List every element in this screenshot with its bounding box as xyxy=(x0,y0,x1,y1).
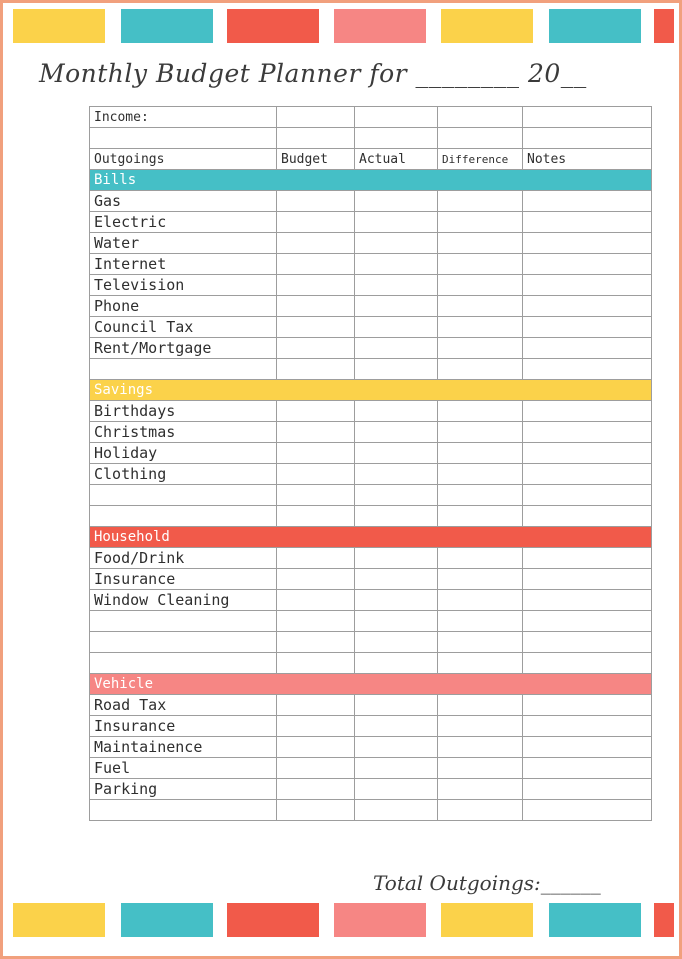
income-cell[interactable] xyxy=(523,107,652,128)
difference-cell[interactable] xyxy=(438,338,523,359)
header-budget: Budget xyxy=(277,149,355,170)
notes-cell[interactable] xyxy=(523,296,652,317)
budget-cell[interactable] xyxy=(277,464,355,485)
actual-cell[interactable] xyxy=(355,737,438,758)
stripe-block-pink xyxy=(334,9,426,43)
difference-cell[interactable] xyxy=(438,317,523,338)
difference-cell[interactable] xyxy=(438,191,523,212)
item-label: Water xyxy=(90,233,277,254)
income-cell[interactable] xyxy=(355,107,438,128)
table-row xyxy=(90,758,652,779)
table-row xyxy=(90,191,652,212)
table-cell[interactable] xyxy=(277,611,355,632)
actual-cell[interactable] xyxy=(355,758,438,779)
table-cell[interactable] xyxy=(438,653,523,674)
difference-cell[interactable] xyxy=(438,716,523,737)
table-cell[interactable] xyxy=(277,128,355,149)
table-cell[interactable] xyxy=(277,632,355,653)
item-label: Fuel xyxy=(90,758,277,779)
item-label: Road Tax xyxy=(90,695,277,716)
table-row xyxy=(90,569,652,590)
budget-cell[interactable] xyxy=(277,569,355,590)
stripe-block-teal xyxy=(121,903,213,937)
table-row xyxy=(90,737,652,758)
table-cell[interactable] xyxy=(355,611,438,632)
item-label: Clothing xyxy=(90,464,277,485)
header-difference: Difference xyxy=(438,149,523,170)
stripe-block-red xyxy=(227,9,319,43)
stripe-block-yellow xyxy=(13,9,105,43)
notes-cell[interactable] xyxy=(523,695,652,716)
table-cell[interactable] xyxy=(90,611,277,632)
budget-cell[interactable] xyxy=(277,296,355,317)
actual-cell[interactable] xyxy=(355,296,438,317)
actual-cell[interactable] xyxy=(355,422,438,443)
difference-cell[interactable] xyxy=(438,779,523,800)
column-header-row xyxy=(90,149,652,170)
actual-cell[interactable] xyxy=(355,443,438,464)
notes-cell[interactable] xyxy=(523,569,652,590)
budget-cell[interactable] xyxy=(277,275,355,296)
income-row xyxy=(90,107,652,128)
budget-cell[interactable] xyxy=(277,254,355,275)
savings-rows xyxy=(90,401,652,485)
table-cell[interactable] xyxy=(277,359,355,380)
blank-row xyxy=(90,611,652,632)
item-label: Maintainence xyxy=(90,737,277,758)
section-header-savings xyxy=(90,380,652,401)
budget-cell[interactable] xyxy=(277,338,355,359)
notes-cell[interactable] xyxy=(523,338,652,359)
budget-cell[interactable] xyxy=(277,548,355,569)
table-cell[interactable] xyxy=(438,800,523,821)
notes-cell[interactable] xyxy=(523,275,652,296)
table-cell[interactable] xyxy=(523,800,652,821)
item-label: Insurance xyxy=(90,716,277,737)
item-label: Council Tax xyxy=(90,317,277,338)
item-label: Rent/Mortgage xyxy=(90,338,277,359)
item-label: Window Cleaning xyxy=(90,590,277,611)
actual-cell[interactable] xyxy=(355,779,438,800)
actual-cell[interactable] xyxy=(355,338,438,359)
table-row xyxy=(90,443,652,464)
actual-cell[interactable] xyxy=(355,233,438,254)
difference-cell[interactable] xyxy=(438,401,523,422)
table-cell[interactable] xyxy=(90,800,277,821)
table-cell[interactable] xyxy=(355,653,438,674)
budget-cell[interactable] xyxy=(277,233,355,254)
table-cell[interactable] xyxy=(523,653,652,674)
difference-cell[interactable] xyxy=(438,737,523,758)
item-label: Phone xyxy=(90,296,277,317)
table-cell[interactable] xyxy=(90,506,277,527)
actual-cell[interactable] xyxy=(355,317,438,338)
table-cell[interactable] xyxy=(355,800,438,821)
table-row xyxy=(90,590,652,611)
difference-cell[interactable] xyxy=(438,443,523,464)
header-actual: Actual xyxy=(355,149,438,170)
table-cell[interactable] xyxy=(523,611,652,632)
item-label: Internet xyxy=(90,254,277,275)
budget-table xyxy=(89,106,652,821)
budget-cell[interactable] xyxy=(277,443,355,464)
notes-cell[interactable] xyxy=(523,548,652,569)
stripe-block-red xyxy=(227,903,319,937)
difference-cell[interactable] xyxy=(438,695,523,716)
budget-cell[interactable] xyxy=(277,779,355,800)
actual-cell[interactable] xyxy=(355,695,438,716)
table-row xyxy=(90,779,652,800)
table-row xyxy=(90,296,652,317)
notes-cell[interactable] xyxy=(523,464,652,485)
difference-cell[interactable] xyxy=(438,422,523,443)
table-row xyxy=(90,338,652,359)
difference-cell[interactable] xyxy=(438,296,523,317)
notes-cell[interactable] xyxy=(523,422,652,443)
difference-cell[interactable] xyxy=(438,590,523,611)
vehicle-rows xyxy=(90,695,652,800)
blank-row xyxy=(90,506,652,527)
section-header-bills xyxy=(90,170,652,191)
table-cell[interactable] xyxy=(90,485,277,506)
table-cell[interactable] xyxy=(90,632,277,653)
table-cell[interactable] xyxy=(355,632,438,653)
blank-row xyxy=(90,359,652,380)
notes-cell[interactable] xyxy=(523,233,652,254)
stripe-block-teal xyxy=(549,9,641,43)
table-cell[interactable] xyxy=(90,128,277,149)
difference-cell[interactable] xyxy=(438,758,523,779)
table-cell[interactable] xyxy=(438,485,523,506)
stripe-block-red xyxy=(654,903,674,937)
income-cell[interactable] xyxy=(438,107,523,128)
table-cell[interactable] xyxy=(355,506,438,527)
table-cell[interactable] xyxy=(277,485,355,506)
section-header-vehicle xyxy=(90,674,652,695)
notes-cell[interactable] xyxy=(523,212,652,233)
budget-cell[interactable] xyxy=(277,716,355,737)
table-cell[interactable] xyxy=(523,485,652,506)
stripe-block-teal xyxy=(549,903,641,937)
blank-row xyxy=(90,485,652,506)
section-label-household: Household xyxy=(90,527,652,548)
item-label: Electric xyxy=(90,212,277,233)
notes-cell[interactable] xyxy=(523,254,652,275)
table-cell[interactable] xyxy=(90,653,277,674)
item-label: Gas xyxy=(90,191,277,212)
table-cell[interactable] xyxy=(523,632,652,653)
item-label: Insurance xyxy=(90,569,277,590)
notes-cell[interactable] xyxy=(523,443,652,464)
table-cell[interactable] xyxy=(355,485,438,506)
table-cell[interactable] xyxy=(277,653,355,674)
table-row xyxy=(90,548,652,569)
item-label: Holiday xyxy=(90,443,277,464)
table-cell[interactable] xyxy=(523,506,652,527)
table-cell[interactable] xyxy=(277,800,355,821)
difference-cell[interactable] xyxy=(438,233,523,254)
page-title: Monthly Budget Planner for ________ 20__ xyxy=(39,59,587,88)
table-cell[interactable] xyxy=(523,128,652,149)
stripe-block-teal xyxy=(121,9,213,43)
difference-cell[interactable] xyxy=(438,569,523,590)
actual-cell[interactable] xyxy=(355,401,438,422)
section-label-vehicle: Vehicle xyxy=(90,674,652,695)
table-row xyxy=(90,695,652,716)
table-row xyxy=(90,401,652,422)
notes-cell[interactable] xyxy=(523,779,652,800)
table-row xyxy=(90,275,652,296)
table-cell[interactable] xyxy=(355,359,438,380)
household-rows xyxy=(90,548,652,611)
stripe-block-yellow xyxy=(441,9,533,43)
budget-cell[interactable] xyxy=(277,191,355,212)
table-row xyxy=(90,716,652,737)
table-cell[interactable] xyxy=(90,359,277,380)
income-cell[interactable] xyxy=(277,107,355,128)
actual-cell[interactable] xyxy=(355,716,438,737)
table-cell[interactable] xyxy=(438,506,523,527)
item-label: Birthdays xyxy=(90,401,277,422)
budget-cell[interactable] xyxy=(277,758,355,779)
actual-cell[interactable] xyxy=(355,254,438,275)
actual-cell[interactable] xyxy=(355,275,438,296)
item-label: Parking xyxy=(90,779,277,800)
actual-cell[interactable] xyxy=(355,191,438,212)
item-label: Television xyxy=(90,275,277,296)
actual-cell[interactable] xyxy=(355,212,438,233)
difference-cell[interactable] xyxy=(438,275,523,296)
budget-cell[interactable] xyxy=(277,422,355,443)
table-row xyxy=(90,212,652,233)
blank-row xyxy=(90,128,652,149)
table-cell[interactable] xyxy=(523,359,652,380)
table-cell[interactable] xyxy=(438,611,523,632)
table-row xyxy=(90,317,652,338)
table-cell[interactable] xyxy=(438,359,523,380)
table-cell[interactable] xyxy=(355,128,438,149)
income-label: Income: xyxy=(90,107,277,128)
actual-cell[interactable] xyxy=(355,590,438,611)
difference-cell[interactable] xyxy=(438,212,523,233)
actual-cell[interactable] xyxy=(355,464,438,485)
top-color-stripe xyxy=(3,9,682,43)
total-outgoings-label: Total Outgoings:______ xyxy=(373,871,601,895)
budget-cell[interactable] xyxy=(277,317,355,338)
budget-cell[interactable] xyxy=(277,212,355,233)
difference-cell[interactable] xyxy=(438,548,523,569)
table-cell[interactable] xyxy=(438,128,523,149)
budget-cell[interactable] xyxy=(277,737,355,758)
section-label-bills: Bills xyxy=(90,170,652,191)
difference-cell[interactable] xyxy=(438,464,523,485)
actual-cell[interactable] xyxy=(355,569,438,590)
notes-cell[interactable] xyxy=(523,716,652,737)
notes-cell[interactable] xyxy=(523,758,652,779)
stripe-block-red xyxy=(654,9,674,43)
header-outgoings: Outgoings xyxy=(90,149,277,170)
section-header-household xyxy=(90,527,652,548)
header-notes: Notes xyxy=(523,149,652,170)
section-label-savings: Savings xyxy=(90,380,652,401)
stripe-block-yellow xyxy=(13,903,105,937)
notes-cell[interactable] xyxy=(523,737,652,758)
item-label: Christmas xyxy=(90,422,277,443)
actual-cell[interactable] xyxy=(355,548,438,569)
notes-cell[interactable] xyxy=(523,317,652,338)
blank-row xyxy=(90,632,652,653)
table-row xyxy=(90,464,652,485)
notes-cell[interactable] xyxy=(523,401,652,422)
budget-cell[interactable] xyxy=(277,401,355,422)
blank-row xyxy=(90,800,652,821)
table-row xyxy=(90,422,652,443)
budget-cell[interactable] xyxy=(277,695,355,716)
bottom-color-stripe xyxy=(3,903,682,937)
table-row xyxy=(90,254,652,275)
blank-row xyxy=(90,653,652,674)
table-cell[interactable] xyxy=(438,632,523,653)
stripe-block-pink xyxy=(334,903,426,937)
item-label: Food/Drink xyxy=(90,548,277,569)
table-cell[interactable] xyxy=(277,506,355,527)
notes-cell[interactable] xyxy=(523,590,652,611)
notes-cell[interactable] xyxy=(523,191,652,212)
difference-cell[interactable] xyxy=(438,254,523,275)
stripe-block-yellow xyxy=(441,903,533,937)
budget-cell[interactable] xyxy=(277,590,355,611)
table-row xyxy=(90,233,652,254)
bills-rows xyxy=(90,191,652,359)
